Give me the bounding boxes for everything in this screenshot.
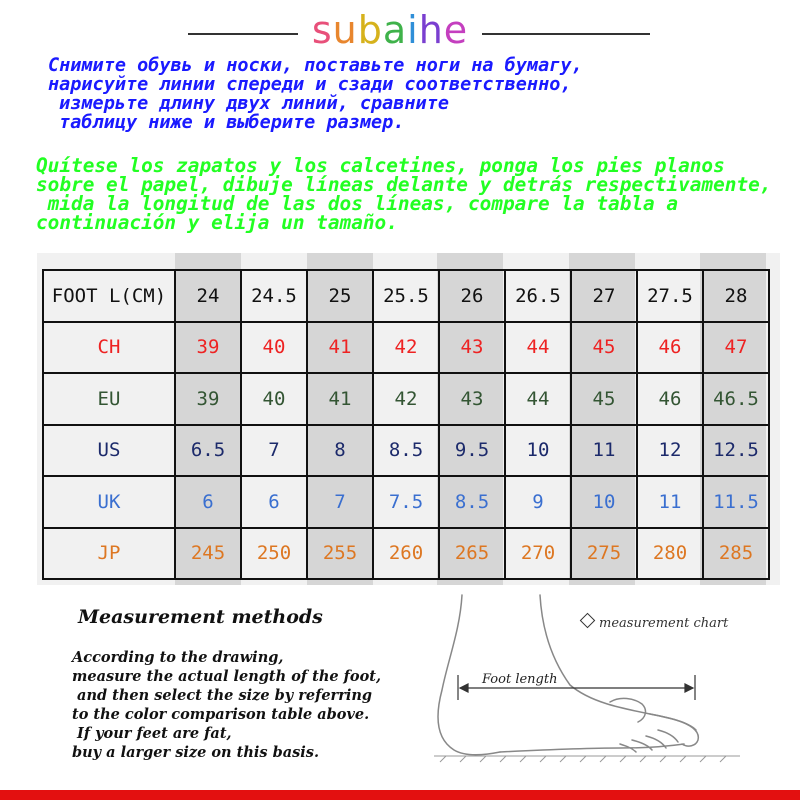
table-cell: 10 — [505, 425, 571, 477]
row-header: US — [43, 425, 175, 477]
russian-line: Снимите обувь и носки, поставьте ноги на бумагу, — [48, 55, 583, 76]
table-cell: 7 — [241, 425, 307, 477]
table-cell: 260 — [373, 528, 439, 580]
header-rule-right — [482, 33, 650, 35]
size-table — [42, 269, 770, 580]
measurement-line: measure the actual length of the foot, — [72, 668, 382, 685]
floor-hatch — [480, 756, 486, 762]
table-cell: 11 — [637, 476, 703, 528]
brand-letter: u — [332, 8, 358, 52]
floor-hatch — [660, 756, 666, 762]
spanish-line: Quítese los zapatos y los calcetines, ponga los pies planos — [36, 154, 725, 177]
measurement-line: and then select the size by referring — [72, 687, 373, 704]
table-cell: 8 — [307, 425, 373, 477]
floor-hatch — [620, 756, 626, 762]
table-cell: 7 — [307, 476, 373, 528]
table-cell: 250 — [241, 528, 307, 580]
table-cell: 42 — [373, 373, 439, 425]
spanish-line: sobre el papel, dibuje líneas delante y detrás respectivamente, — [36, 173, 772, 196]
table-cell: 46 — [637, 322, 703, 374]
russian-instructions — [48, 56, 788, 132]
floor-hatch — [560, 756, 566, 762]
row-header: JP — [43, 528, 175, 580]
table-row — [43, 373, 769, 425]
table-cell: 46.5 — [703, 373, 769, 425]
floor-hatch — [460, 756, 466, 762]
floor-hatch — [580, 756, 586, 762]
table-cell: 8.5 — [439, 476, 505, 528]
table-cell: 275 — [571, 528, 637, 580]
measurement-instructions — [72, 648, 432, 762]
table-cell: 7.5 — [373, 476, 439, 528]
table-cell: 27.5 — [637, 270, 703, 322]
foot-length-label: Foot length — [482, 672, 558, 687]
table-cell: 27 — [571, 270, 637, 322]
brand-letter: i — [407, 8, 419, 52]
row-header: UK — [43, 476, 175, 528]
size-chart — [37, 253, 780, 585]
table-cell: 9.5 — [439, 425, 505, 477]
row-header: CH — [43, 322, 175, 374]
table-cell: 41 — [307, 322, 373, 374]
russian-line: нарисуйте линии спереди и сзади соответственно, — [48, 74, 572, 95]
table-cell: 39 — [175, 322, 241, 374]
table-row — [43, 425, 769, 477]
table-cell: 28 — [703, 270, 769, 322]
arrow-right-icon — [685, 684, 693, 692]
floor-hatch — [540, 756, 546, 762]
measurement-line: to the color comparison table above. — [72, 706, 370, 723]
header-rule-left — [188, 33, 298, 35]
table-cell: 12 — [637, 425, 703, 477]
table-cell: 6 — [241, 476, 307, 528]
spanish-line: continuación y elija un tamaño. — [36, 211, 398, 234]
hand-outline — [610, 698, 645, 722]
floor-hatch — [720, 756, 726, 762]
russian-line: измерьте длину двух линий, сравните — [48, 93, 449, 114]
toe-outline — [658, 730, 678, 742]
table-cell: 44 — [505, 322, 571, 374]
table-cell: 43 — [439, 322, 505, 374]
table-cell: 41 — [307, 373, 373, 425]
table-cell: 45 — [571, 373, 637, 425]
brand-letter: s — [311, 8, 333, 52]
spanish-instructions — [36, 156, 796, 232]
brand-logo — [300, 8, 480, 52]
row-header: FOOT L(CM) — [43, 270, 175, 322]
table-cell: 40 — [241, 322, 307, 374]
table-cell: 26 — [439, 270, 505, 322]
table-cell: 25.5 — [373, 270, 439, 322]
table-cell: 39 — [175, 373, 241, 425]
measurement-line: If your feet are fat, — [72, 725, 232, 742]
brand-letter: h — [418, 8, 444, 52]
table-cell: 10 — [571, 476, 637, 528]
table-row — [43, 528, 769, 580]
table-row — [43, 322, 769, 374]
bottom-bar — [0, 790, 800, 800]
measurement-chart-text: measurement chart — [599, 616, 729, 631]
table-cell: 46 — [637, 373, 703, 425]
floor-hatch — [680, 756, 686, 762]
table-cell: 11.5 — [703, 476, 769, 528]
table-cell: 12.5 — [703, 425, 769, 477]
foot-illustration — [420, 590, 750, 770]
floor-hatch — [700, 756, 706, 762]
table-cell: 47 — [703, 322, 769, 374]
foot-sole-outline — [500, 744, 684, 752]
table-row — [43, 476, 769, 528]
measurement-line: According to the drawing, — [72, 649, 284, 666]
table-cell: 24.5 — [241, 270, 307, 322]
table-cell: 26.5 — [505, 270, 571, 322]
arrow-left-icon — [460, 684, 468, 692]
russian-line: таблицу ниже и выберите размер. — [48, 112, 405, 133]
floor-hatch — [520, 756, 526, 762]
floor-hatch — [500, 756, 506, 762]
toe-outline — [650, 714, 698, 746]
table-cell: 8.5 — [373, 425, 439, 477]
table-cell: 255 — [307, 528, 373, 580]
table-cell: 11 — [571, 425, 637, 477]
table-cell: 245 — [175, 528, 241, 580]
table-cell: 25 — [307, 270, 373, 322]
table-cell: 6.5 — [175, 425, 241, 477]
table-cell: 280 — [637, 528, 703, 580]
spanish-line: mida la longitud de las dos líneas, compare la tabla a — [36, 192, 679, 215]
measurement-title: Measurement methods — [78, 606, 323, 628]
table-cell: 24 — [175, 270, 241, 322]
table-cell: 285 — [703, 528, 769, 580]
brand-letter: e — [443, 8, 469, 52]
floor-hatch — [640, 756, 646, 762]
table-cell: 9 — [505, 476, 571, 528]
floor-hatch — [440, 756, 446, 762]
table-cell: 40 — [241, 373, 307, 425]
table-cell: 45 — [571, 322, 637, 374]
table-cell: 265 — [439, 528, 505, 580]
brand-letter: a — [382, 8, 408, 52]
table-cell: 270 — [505, 528, 571, 580]
row-header: EU — [43, 373, 175, 425]
table-row — [43, 270, 769, 322]
table-cell: 6 — [175, 476, 241, 528]
floor-hatch — [600, 756, 606, 762]
table-cell: 42 — [373, 322, 439, 374]
leg-front-outline — [540, 595, 696, 730]
table-cell: 44 — [505, 373, 571, 425]
brand-letter: b — [357, 8, 383, 52]
table-cell: 43 — [439, 373, 505, 425]
measurement-line: buy a larger size on this basis. — [72, 744, 320, 761]
